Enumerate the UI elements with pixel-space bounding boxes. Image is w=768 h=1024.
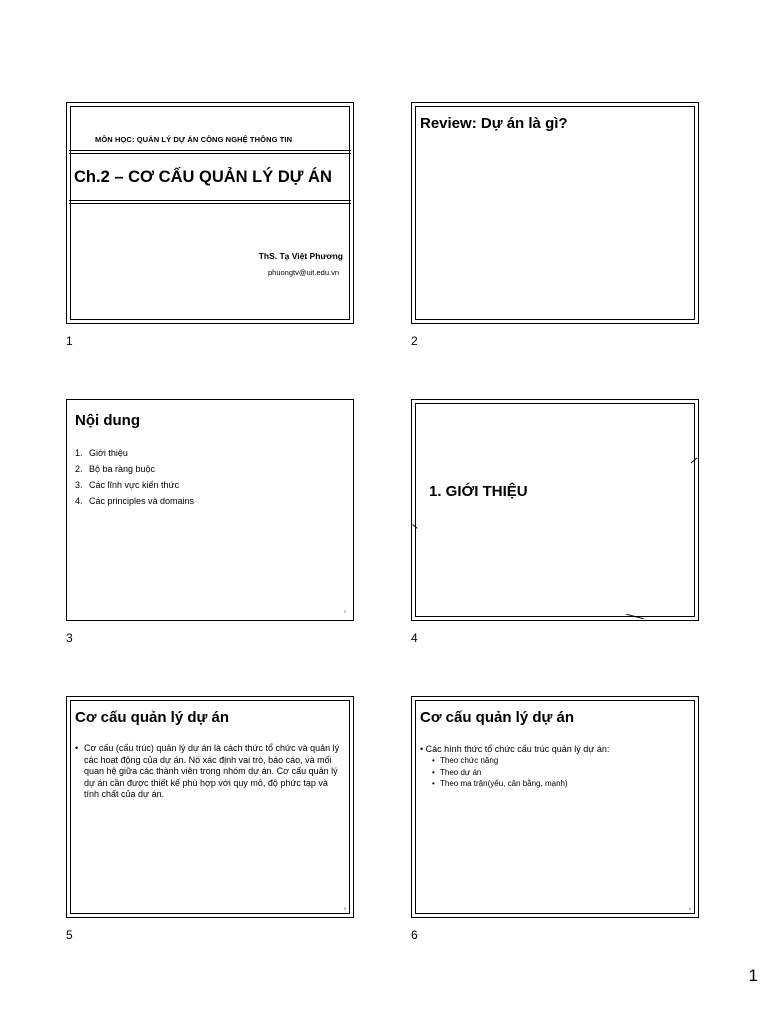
list-item: • Theo ma trận(yếu, cân bằng, mạnh) bbox=[432, 779, 568, 788]
section-title: 1. GIỚI THIỆU bbox=[429, 483, 528, 500]
slide-title: Nội dung bbox=[75, 412, 140, 429]
sub-list bbox=[420, 755, 688, 790]
slide-body bbox=[75, 743, 343, 801]
slide-3 bbox=[66, 399, 354, 621]
slide-corner-number: 5 bbox=[343, 906, 346, 911]
slide-4 bbox=[411, 399, 699, 621]
slide-number-1: 1 bbox=[66, 334, 73, 348]
decorative-mark bbox=[412, 524, 417, 529]
slide-body bbox=[420, 743, 688, 790]
title-banner bbox=[69, 150, 351, 204]
author-email: phuongtv@uit.edu.vn bbox=[268, 268, 339, 277]
slide-title: Cơ cấu quản lý dự án bbox=[75, 709, 230, 726]
slide-number-3: 3 bbox=[66, 631, 73, 645]
author-name: ThS. Tạ Việt Phương bbox=[258, 251, 343, 261]
slide-corner-number: 3 bbox=[343, 609, 346, 614]
list-item: 3. Các lĩnh vực kiến thức bbox=[75, 480, 180, 490]
slide-5 bbox=[66, 696, 354, 918]
agenda-list bbox=[75, 445, 194, 509]
slide-title: Ch.2 – CƠ CẤU QUẢN LÝ DỰ ÁN bbox=[74, 168, 332, 186]
slide-title: Cơ cấu quản lý dự án bbox=[420, 709, 575, 726]
list-item: 1. Giới thiệu bbox=[75, 448, 128, 458]
slide-number-4: 4 bbox=[411, 631, 418, 645]
slide-6 bbox=[411, 696, 699, 918]
list-item: 2. Bộ ba ràng buộc bbox=[75, 464, 156, 474]
body-paragraph: Cơ cấu (cấu trúc) quản lý dự án là cách thức tổ chức và quản lý các hoạt động của dự án. Nó xác định vai trò, báo cáo, và mối quan hệ giữa các thành viên trong nhóm dự án. Cơ cấu quản lý dự án cần được thiết kế phù hợp với quy mô, độ phức tạp và tính chất của dự án. bbox=[84, 743, 340, 799]
lead-bullet: • Các hình thức tổ chức cấu trúc quản lý dự án: bbox=[420, 744, 610, 754]
bullet: • bbox=[75, 743, 79, 753]
slide-title: Review: Dự án là gì? bbox=[420, 115, 568, 132]
course-name: MÔN HỌC: QUẢN LÝ DỰ ÁN CÔNG NGHỆ THÔNG TIN bbox=[95, 135, 293, 144]
slide-number-6: 6 bbox=[411, 928, 418, 942]
page-number: 1 bbox=[748, 966, 758, 985]
slide-1 bbox=[66, 102, 354, 324]
decorative-mark bbox=[626, 614, 644, 620]
list-item: • Theo dự án bbox=[432, 767, 482, 777]
list-item: • Theo chức năng bbox=[432, 756, 499, 765]
slide-corner-number: 6 bbox=[688, 906, 691, 911]
slide-number-5: 5 bbox=[66, 928, 73, 942]
slide-2 bbox=[411, 102, 699, 324]
decorative-mark bbox=[691, 458, 698, 464]
list-item: 4. Các principles và domains bbox=[75, 496, 195, 506]
slide-number-2: 2 bbox=[411, 334, 418, 348]
